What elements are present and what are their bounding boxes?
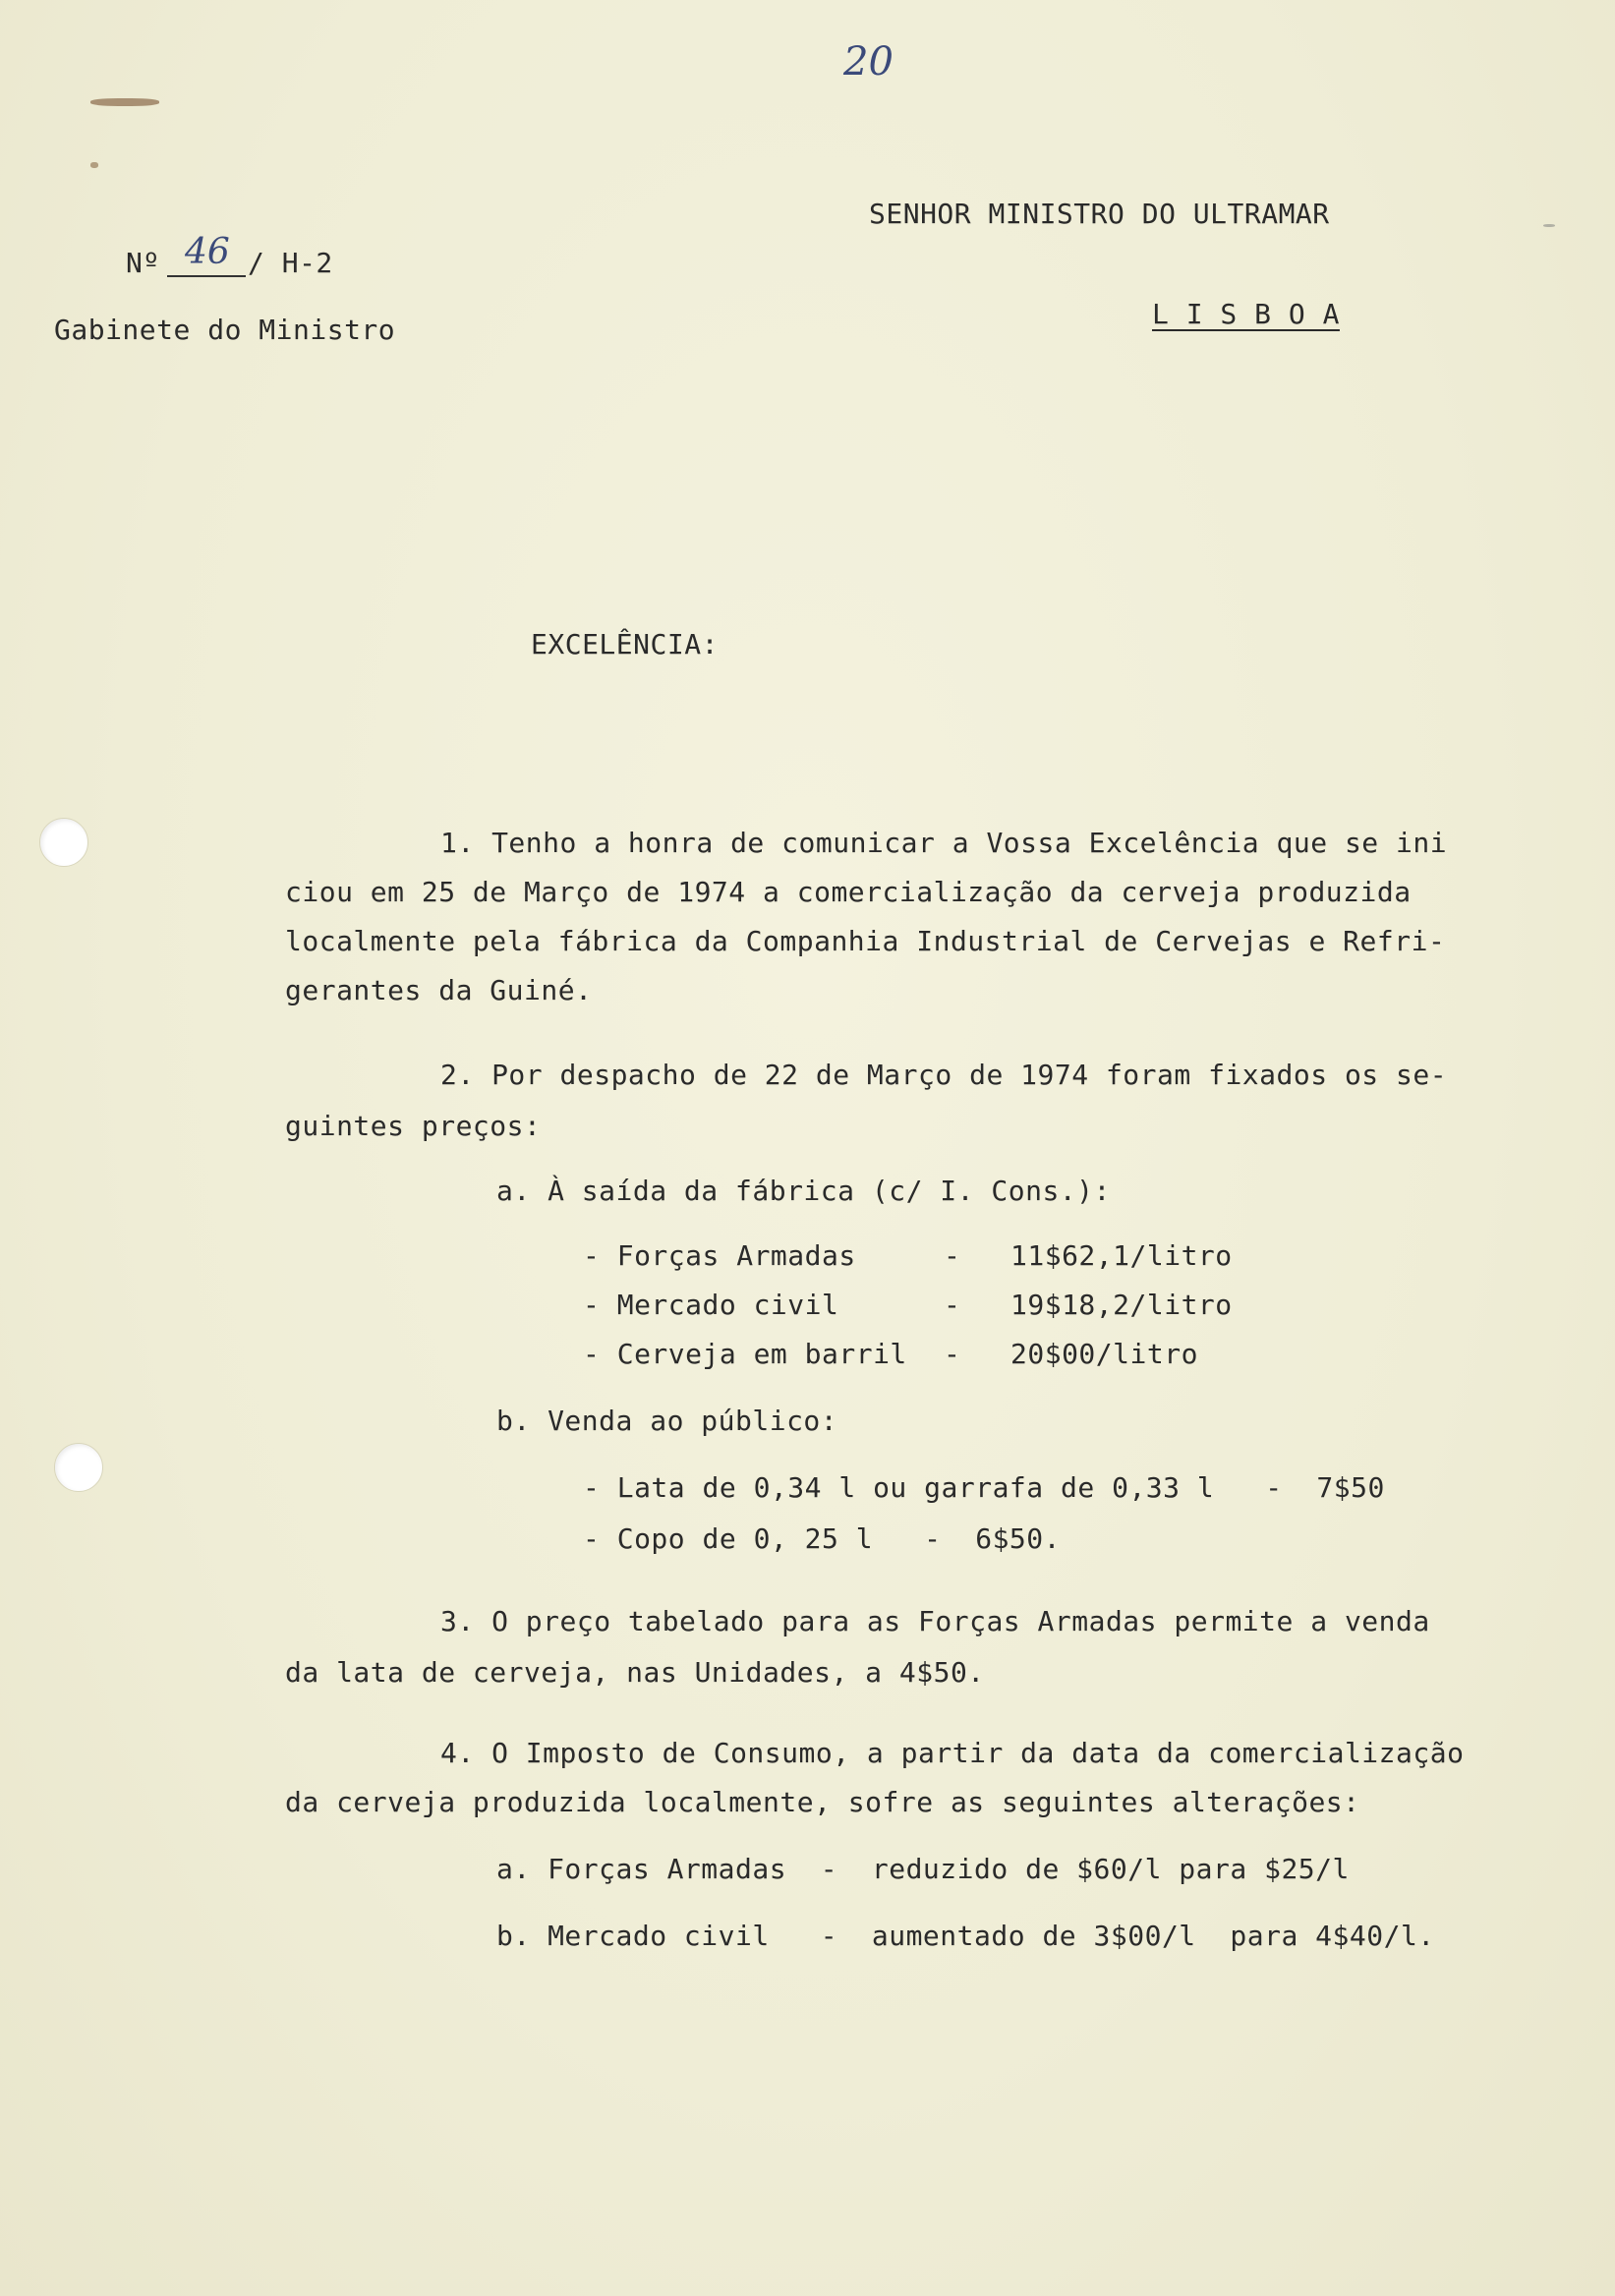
reference-suffix: / H-2	[248, 247, 333, 279]
reference-number: 46	[185, 232, 230, 272]
para2-a-heading: a. À saída da fábrica (c/ I. Cons.):	[496, 1175, 1111, 1207]
tax-change-line: b. Mercado civil - aumentado de 3$00/l para 4$40/l.	[496, 1920, 1435, 1952]
reference-underline	[167, 275, 246, 277]
retail-price-line: - Lata de 0,34 l ou garrafa de 0,33 l - 7$50	[583, 1471, 1385, 1504]
price-row-label: - Forças Armadas	[583, 1239, 856, 1272]
para1-line1: 1. Tenho a honra de comunicar a Vossa Excelência que se ini	[440, 827, 1448, 859]
price-row-label: - Mercado civil	[583, 1289, 839, 1321]
salutation: EXCELÊNCIA:	[531, 628, 719, 660]
page-number: 20	[843, 39, 894, 85]
punch-hole-bottom	[54, 1443, 103, 1492]
retail-price-line: - Copo de 0, 25 l - 6$50.	[583, 1522, 1062, 1555]
reference-prefix: Nº	[126, 247, 160, 279]
price-row-value: 11$62,1/litro	[1010, 1239, 1233, 1272]
price-row-label: - Cerveja em barril	[583, 1338, 907, 1370]
para1-line3: localmente pela fábrica da Companhia Industrial de Cervejas e Refri-	[285, 925, 1446, 957]
city: L I S B O A	[1152, 298, 1340, 330]
para2-line2: guintes preços:	[285, 1110, 542, 1142]
addressee: SENHOR MINISTRO DO ULTRAMAR	[869, 198, 1330, 230]
tax-change-line: a. Forças Armadas - reduzido de $60/l para $25/l	[496, 1853, 1350, 1885]
ink-dot	[90, 162, 98, 168]
para1-line4: gerantes da Guiné.	[285, 974, 593, 1006]
para3-line2: da lata de cerveja, nas Unidades, a 4$50.	[285, 1656, 985, 1689]
para1-line2: ciou em 25 de Março de 1974 a comercialização da cerveja produzida	[285, 876, 1412, 908]
price-row-value: 19$18,2/litro	[1010, 1289, 1233, 1321]
punch-hole-top	[39, 818, 88, 867]
ink-smudge	[90, 98, 159, 106]
price-row-sep: -	[944, 1289, 961, 1321]
para2-b-heading: b. Venda ao público:	[496, 1405, 838, 1437]
office-name: Gabinete do Ministro	[54, 314, 396, 346]
ink-dash	[1543, 224, 1555, 227]
para2-line1: 2. Por despacho de 22 de Março de 1974 foram fixados os se-	[440, 1059, 1448, 1091]
price-row-value: 20$00/litro	[1010, 1338, 1198, 1370]
price-row-sep: -	[944, 1338, 961, 1370]
price-row-sep: -	[944, 1239, 961, 1272]
para4-line2: da cerveja produzida localmente, sofre as seguintes alterações:	[285, 1786, 1360, 1818]
para3-line1: 3. O preço tabelado para as Forças Armadas permite a venda	[440, 1605, 1430, 1637]
para4-line1: 4. O Imposto de Consumo, a partir da data da comercialização	[440, 1737, 1465, 1769]
